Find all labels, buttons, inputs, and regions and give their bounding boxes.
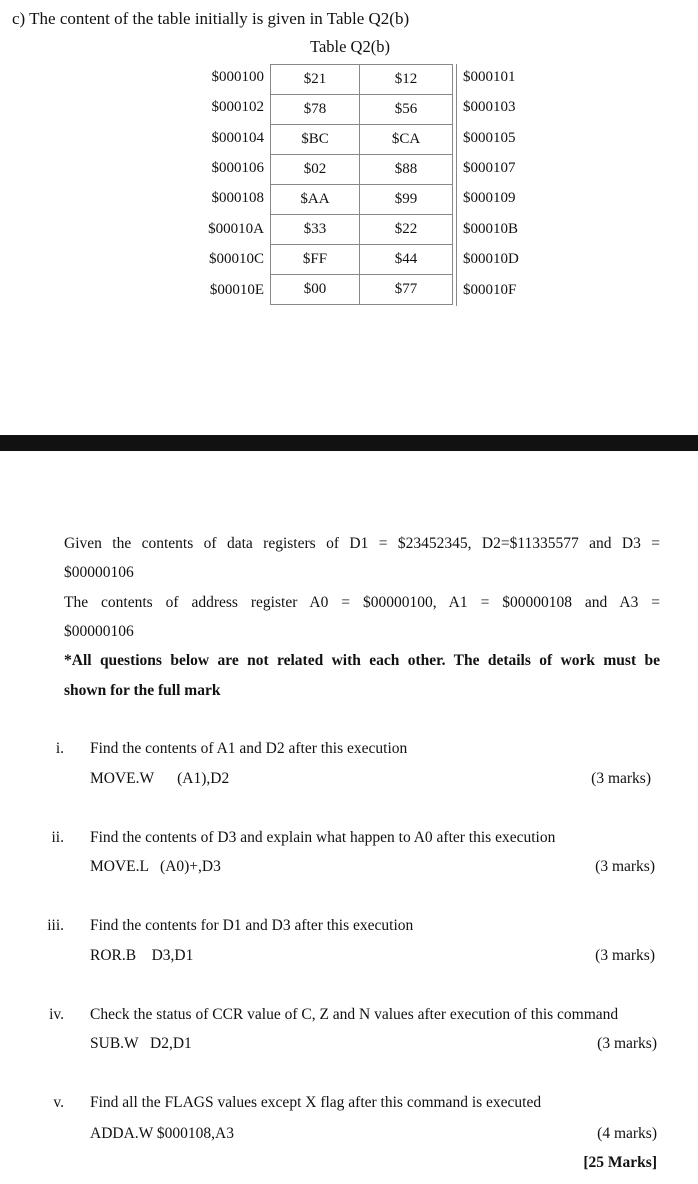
question-marks: (3 marks) — [591, 770, 651, 787]
left-address: $00010E — [209, 282, 264, 298]
odd-byte-cell: $44 — [360, 245, 453, 275]
even-byte-cell: $AA — [271, 185, 360, 215]
question-instruction: MOVE.L (A0)+,D3 — [90, 858, 221, 875]
left-address: $000100 — [211, 69, 264, 85]
table-row — [271, 95, 453, 125]
odd-byte-cell: $77 — [360, 275, 453, 305]
even-byte-cell: $BC — [271, 125, 360, 155]
question-number: iv. — [49, 1006, 64, 1023]
table-caption: Table Q2(b) — [310, 37, 390, 56]
right-address: $00010F — [463, 282, 517, 298]
table-row — [271, 185, 453, 215]
right-address: $00010B — [463, 221, 519, 237]
left-address: $00010A — [208, 221, 264, 237]
table-row — [271, 245, 453, 275]
page-divider-bar — [0, 435, 698, 451]
even-byte-cell: $33 — [271, 215, 360, 245]
question-text: Find all the FLAGS values except X flag after this command is executed — [90, 1094, 542, 1111]
question-text: Find the contents for D1 and D3 after this execution — [90, 917, 414, 934]
right-address: $000101 — [463, 69, 516, 85]
question-instruction: MOVE.W (A1),D2 — [90, 770, 230, 787]
question-text: Check the status of CCR value of C, Z and N values after execution of this command — [90, 1006, 619, 1023]
right-address: $000105 — [463, 130, 516, 146]
note-line-1: *All questions below are not related with each other. The details of work must be — [64, 652, 660, 669]
note-line-2: shown for the full mark — [64, 682, 221, 699]
even-byte-cell: $02 — [271, 155, 360, 185]
table-row — [271, 125, 453, 155]
question-marks: (3 marks) — [597, 1035, 657, 1052]
table-right-border — [456, 64, 457, 306]
odd-byte-cell: $22 — [360, 215, 453, 245]
question-number: ii. — [51, 829, 64, 846]
odd-byte-cell: $56 — [360, 95, 453, 125]
left-address: $000108 — [211, 190, 264, 206]
given-registers-line: Given the contents of data registers of D1 = $23452345, D2=$11335577 and D3 = — [64, 535, 660, 552]
question-instruction: SUB.W D2,D1 — [90, 1035, 192, 1052]
table-row — [271, 275, 453, 305]
section-heading: c) The content of the table initially is given in Table Q2(b) — [12, 9, 410, 28]
given-a3-value: $00000106 — [64, 623, 134, 640]
left-address: $000102 — [211, 99, 264, 115]
even-byte-cell: $00 — [271, 275, 360, 305]
question-instruction: ADDA.W $000108,A3 — [90, 1125, 234, 1142]
total-marks: [25 Marks] — [583, 1154, 657, 1171]
question-marks: (3 marks) — [595, 947, 655, 964]
question-number: i. — [55, 740, 64, 757]
right-address: $00010D — [463, 251, 519, 267]
given-d3-value: $00000106 — [64, 564, 134, 581]
odd-byte-cell: $CA — [360, 125, 453, 155]
odd-byte-cell: $88 — [360, 155, 453, 185]
left-address: $00010C — [208, 251, 264, 267]
even-byte-cell: $78 — [271, 95, 360, 125]
question-instruction: ROR.B D3,D1 — [90, 947, 194, 964]
right-address: $000109 — [463, 190, 516, 206]
question-text: Find the contents of D3 and explain what happen to A0 after this execution — [90, 829, 556, 846]
even-byte-cell: $FF — [271, 245, 360, 275]
question-marks: (3 marks) — [595, 858, 655, 875]
memory-table — [270, 64, 453, 305]
left-address: $000106 — [211, 160, 264, 176]
table-row — [271, 155, 453, 185]
odd-byte-cell: $12 — [360, 65, 453, 95]
question-marks: (4 marks) — [597, 1125, 657, 1142]
right-address: $000107 — [463, 160, 516, 176]
table-row — [271, 65, 453, 95]
even-byte-cell: $21 — [271, 65, 360, 95]
given-address-line: The contents of address register A0 = $00000100, A1 = $00000108 and A3 = — [64, 594, 660, 611]
question-text: Find the contents of A1 and D2 after this execution — [90, 740, 408, 757]
question-number: v. — [53, 1094, 64, 1111]
right-address: $000103 — [463, 99, 516, 115]
odd-byte-cell: $99 — [360, 185, 453, 215]
table-row — [271, 215, 453, 245]
left-address: $000104 — [211, 130, 264, 146]
question-number: iii. — [47, 917, 64, 934]
